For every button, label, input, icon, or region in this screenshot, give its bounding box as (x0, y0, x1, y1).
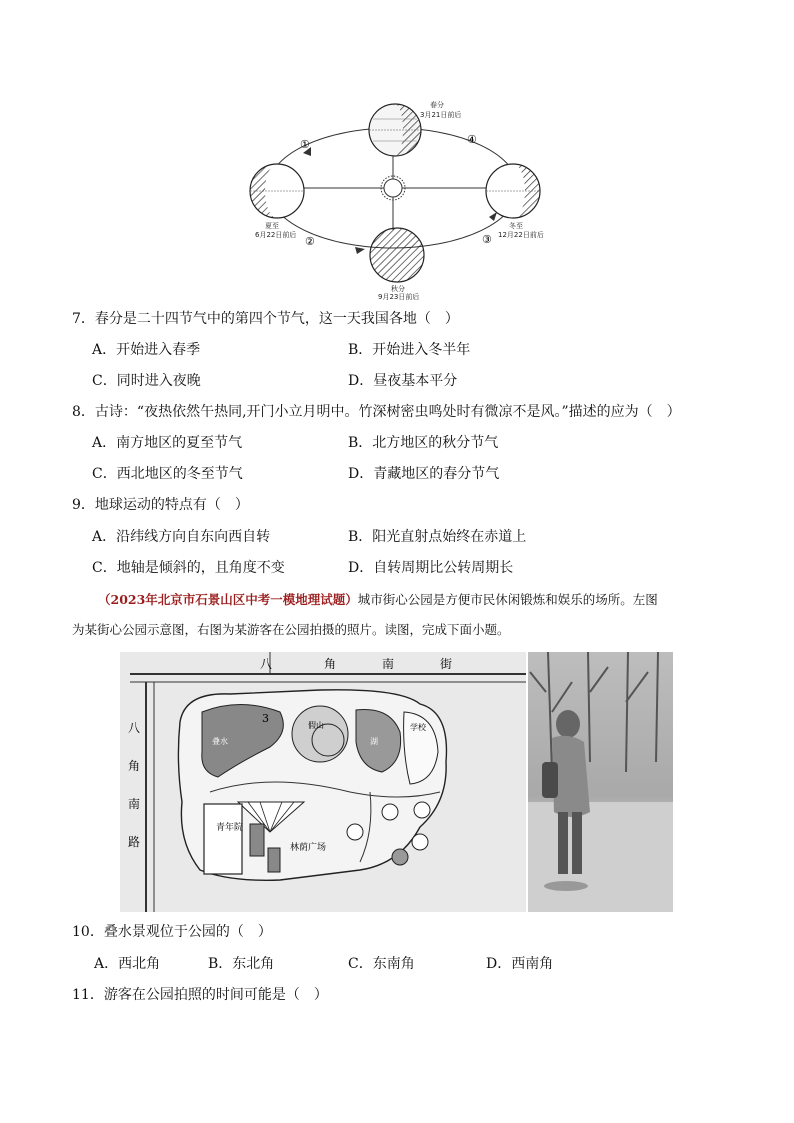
road-left-char: 角 (128, 759, 141, 773)
map-label-school: 学校 (410, 723, 426, 732)
map-label-lake: 湖 (370, 737, 378, 746)
question-8-option-b[interactable]: B．北方地区的秋分节气 (348, 435, 499, 451)
question-7-option-a[interactable]: A．开始进入春季 (92, 342, 201, 358)
question-7-option-b[interactable]: B．开始进入冬半年 (348, 342, 471, 358)
street-top-char: 南 (382, 657, 395, 671)
question-9-option-b[interactable]: B．阳光直射点始终在赤道上 (348, 529, 527, 545)
community-building (204, 804, 242, 874)
park-photo (528, 652, 673, 912)
question-9-option-d[interactable]: D．自转周期比公转周期长 (348, 560, 514, 576)
question-10-option-c[interactable]: C．东南角 (348, 956, 415, 972)
orbit-arrow-icon (355, 247, 365, 254)
earth-spring (369, 104, 421, 156)
question-9-option-a[interactable]: A．沿纬线方向自东向西自转 (92, 529, 271, 545)
road-left-char: 八 (128, 721, 141, 735)
map-label-hill: 假山 (308, 721, 324, 730)
park-map-svg (120, 652, 526, 912)
label-summer: 夏至 (265, 222, 279, 230)
label-spring-date: 3月21日前后 (420, 111, 462, 119)
intro-line-1-text: 城市街心公园是方便市民休闲锻炼和娱乐的场所。左图 (357, 592, 658, 607)
question-8-option-c[interactable]: C．西北地区的冬至节气 (92, 466, 243, 482)
label-autumn-date: 9月23日前后 (378, 293, 420, 300)
map-label-plaza: 林荫广场 (290, 843, 327, 853)
earth-orbit-diagram (245, 95, 545, 300)
map-label-pond: 叠水 (212, 737, 228, 746)
marker-3: ③ (482, 233, 492, 246)
question-10-option-b[interactable]: B．东北角 (208, 956, 275, 972)
question-7-option-c[interactable]: C．同时进入夜晚 (92, 373, 201, 389)
street-top-char: 街 (440, 657, 453, 671)
intro-line-2: 为某街心公园示意图，右图为某游客在公园拍摄的照片。读图，完成下面小题。 (72, 622, 510, 637)
map-label-community: 青年院 (216, 823, 244, 833)
question-10-option-d[interactable]: D．西南角 (486, 956, 554, 972)
road-left-char: 南 (128, 797, 141, 811)
street-top-char: 八 (260, 657, 273, 671)
question-10-stem: 10．叠水景观位于公园的（ ） (72, 924, 272, 940)
marker-4: ④ (467, 133, 477, 146)
marker-2: ② (305, 235, 315, 248)
label-autumn: 秋分 (391, 285, 405, 293)
label-spring: 春分 (430, 101, 444, 109)
orbit-arrow-icon (489, 212, 497, 221)
street-top-char: 角 (324, 657, 337, 671)
label-winter-date: 12月22日前后 (498, 231, 544, 239)
road-left-char: 路 (128, 835, 141, 849)
question-7-option-d[interactable]: D．昼夜基本平分 (348, 373, 458, 389)
question-11-stem: 11．游客在公园拍照的时间可能是（ ） (72, 987, 328, 1003)
earth-autumn (370, 228, 424, 282)
sun-icon (381, 176, 405, 200)
marker-1: ① (300, 138, 310, 151)
park-map (120, 652, 526, 912)
label-winter: 冬至 (509, 222, 523, 230)
intro-line-1 (98, 590, 658, 610)
question-8-stem: 8．古诗：“夜热依然午热同,开门小立月明中。竹深树密虫鸣处时有微凉不是风。”描述的应为（ ） (72, 404, 681, 420)
question-10-option-a[interactable]: A．西北角 (94, 956, 161, 972)
question-9-option-c[interactable]: C．地轴是倾斜的，且角度不变 (92, 560, 285, 576)
tourist-photo-icon (528, 652, 673, 912)
question-8-option-a[interactable]: A．南方地区的夏至节气 (92, 435, 243, 451)
question-7-stem: 7．春分是二十四节气中的第四个节气，这一天我国各地（ ） (72, 311, 459, 327)
source-citation: （2023年北京市石景山区中考一模地理试题） (98, 592, 358, 607)
label-summer-date: 6月22日前后 (255, 231, 297, 239)
map-label-3: 3 (262, 712, 269, 725)
question-8-option-d[interactable]: D．青藏地区的春分节气 (348, 466, 500, 482)
earth-summer (250, 164, 304, 218)
earth-winter (486, 164, 540, 218)
question-9-stem: 9．地球运动的特点有（ ） (72, 497, 249, 513)
